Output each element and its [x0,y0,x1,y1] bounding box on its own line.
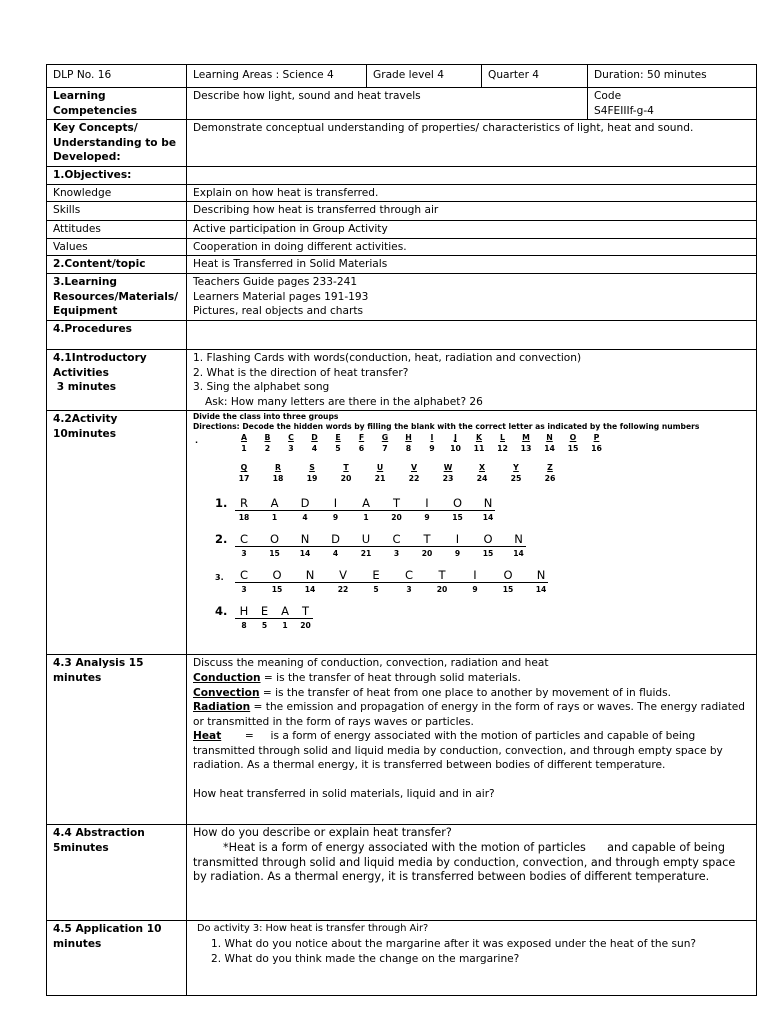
convection-term: Convection [193,686,260,699]
word-number: 14 [535,585,547,595]
key-number: 25 [510,474,522,484]
resource-item: Teachers Guide pages 233-241 [193,275,358,288]
grade-level: Grade level 4 [367,65,482,88]
word-letter: T [423,532,431,547]
conduction-term: Conduction [193,671,261,684]
dlp-number: DLP No. 16 [47,65,187,88]
introductory-row [47,349,757,410]
radiation-definition [193,700,751,729]
procedures-label: 4.Procedures [47,320,187,349]
key-number: 24 [476,474,488,484]
abstraction-answer: *Heat is a form of energy associated with the motion of particles and capable of being transmitted through solid and liquid media by conduction, convection, and through empty space by radiation. As a thermal energy, it is transferred between bodies of different temperature. [193,840,739,884]
radiation-term: Radiation [193,701,251,714]
key-number: 17 [238,474,250,484]
word-letter: D [300,496,310,511]
word-letter: A [281,604,289,619]
word-letter: C [239,568,249,583]
key-number: 18 [272,474,284,484]
key-letter: D [311,433,318,443]
abstraction-question: How do you describe or explain heat transfer? [193,826,452,840]
key-number: 22 [408,474,420,484]
key-letter: L [500,433,505,443]
word-number: 4 [302,513,308,523]
skills-row [47,202,757,221]
hidden-words [193,412,754,648]
word-number: 15 [271,585,283,595]
key-letter: U [376,463,384,473]
word-number: 22 [337,585,349,595]
word-letter: O [503,568,513,583]
application-row [47,921,757,996]
word-letter: E [260,604,269,619]
word-letter: N [536,568,546,583]
key-letter: N [546,433,553,443]
key-concepts-label: Key Concepts/ Understanding to be Developed: [47,120,187,167]
heat-definition [193,729,751,773]
word-number: 18 [238,513,250,523]
word-number: 5 [373,585,379,595]
skills-text: Describing how heat is transferred through air [187,202,757,221]
key-letter: S [309,463,315,473]
key-number: 2 [264,444,271,454]
values-label: Values [47,238,187,256]
word-letter: I [455,532,460,547]
word-number: 3 [241,549,247,559]
application-intro: Do activity 3: How heat is transfer through Air? [197,923,429,935]
radiation-def: = the emission and propagation of energy in the form of rays or waves. The energy radiated or transmitted in the form of rays waves or particles. [193,701,746,728]
analysis-question: How heat transferred in solid materials, liquid and in air? [193,788,495,801]
intro-item: Ask: How many letters are there in the alphabet? 26 [205,395,483,408]
word-number: 14 [513,549,524,559]
word-letter: N [514,532,523,547]
intro-item: 1. Flashing Cards with words(conduction, heat, radiation and convection) [193,351,582,364]
resources-label: 3.Learning Resources/Materials/ Equipment [47,273,187,320]
introductory-label: 4.1Introductory Activities [53,351,147,379]
knowledge-text: Explain on how heat is transferred. [187,184,757,202]
key-letter: J [454,433,457,443]
key-number: 5 [335,444,341,454]
activity-cell [187,411,757,655]
key-number: 21 [374,474,386,484]
key-number: 9 [429,444,435,454]
word-letter: C [239,532,249,547]
key-number: 16 [591,444,602,454]
content-row [47,256,757,274]
key-number: 20 [340,474,352,484]
application-label: 4.5 Application 10 minutes [47,921,187,996]
key-concepts-row [47,120,757,167]
key-letter: C [288,433,294,443]
competencies-text: Describe how light, sound and heat travels [187,88,588,120]
key-number: 13 [520,444,532,454]
word-number: 3 [393,549,400,559]
key-number: 4 [311,444,318,454]
word-underline [235,582,548,583]
duration: Duration: 50 minutes [588,65,757,88]
word-letter: N [483,496,493,511]
word-number: 1 [271,513,278,523]
key-number: 6 [358,444,365,454]
key-letter: E [335,433,341,443]
word-number: 20 [300,621,311,631]
word-number: 9 [454,549,461,559]
code-value: S4FEIIIf-g-4 [594,104,654,117]
resource-item: Pictures, real objects and charts [193,305,364,318]
values-row [47,238,757,256]
word-number: 4 [332,549,339,559]
lesson-plan-table [46,64,757,996]
key-letter: V [410,463,418,473]
word-letter: I [473,568,477,583]
word-number: 15 [482,549,494,559]
key-letter: T [343,463,349,473]
conduction-definition [193,671,751,686]
content-text: Heat is Transferred in Solid Materials [187,256,757,274]
word-letter: E [372,568,380,583]
word-label: 2. [215,532,228,547]
key-number: 14 [544,444,555,454]
conduction-def: = is the transfer of heat through solid materials. [260,671,521,684]
word-letter: I [333,496,338,511]
word-underline [235,510,495,511]
key-letter: G [381,433,389,443]
resource-item: Learners Material pages 191-193 [193,290,369,303]
heat-def: = is a form of energy associated with the motion of particles and capable of being transmitted through solid and liquid media by conduction, convection, and through empty space by radiation. As a thermal energy, it is transferred between bodies of different temperature. [193,730,727,772]
knowledge-row [47,184,757,202]
word-label: 4. [215,604,228,619]
activity-dot: . [195,436,199,446]
key-letter: Z [547,463,553,473]
word-number: 9 [424,513,430,523]
code-label: Code [594,90,622,102]
word-underline [235,546,526,547]
word-number: 14 [299,549,311,559]
word-number: 3 [241,585,247,595]
word-letter: V [339,568,347,583]
attitudes-label: Attitudes [47,221,187,239]
key-letter: M [522,433,530,443]
key-number: 7 [382,444,388,454]
key-number: 23 [442,474,454,484]
word-number: 15 [269,549,280,559]
word-number: 1 [363,513,369,523]
word-number: 15 [502,585,514,595]
analysis-label: 4.3 Analysis 15 minutes [47,655,187,825]
word-number: 3 [406,585,412,595]
word-number: 20 [421,549,433,559]
procedures-row [47,320,757,349]
key-letter: W [443,463,453,473]
word-label: 3. [215,573,224,583]
word-letter: T [438,568,446,583]
analysis-intro: Discuss the meaning of conduction, convection, radiation and heat [193,657,549,670]
key-number: 19 [306,474,318,484]
key-number: 1 [241,444,247,454]
attitudes-text: Active participation in Group Activity [187,221,757,239]
word-number: 9 [332,513,339,523]
code-cell [588,88,757,120]
objectives-label: 1.Objectives: [47,166,187,184]
convection-definition [193,686,751,701]
word-number: 1 [282,621,288,631]
key-letter: B [264,433,271,443]
word-letter: A [270,496,279,511]
word-number: 15 [452,513,463,523]
key-letter: K [475,433,483,443]
key-letter: I [430,433,434,443]
word-underline [235,618,313,619]
intro-item: 3. Sing the alphabet song [193,381,330,394]
word-number: 9 [472,585,478,595]
competencies-row [47,88,757,120]
word-letter: H [239,604,249,619]
analysis-text [187,655,757,825]
word-letter: U [361,532,371,547]
word-letter: R [240,496,248,511]
word-letter: O [269,532,280,547]
activity-label: 4.2Activity 10minutes [47,411,187,655]
application-text [187,921,757,996]
header-row [47,65,757,88]
heat-term: Heat [193,730,222,743]
key-concepts-text: Demonstrate conceptual understanding of properties/ characteristics of light, heat and sound. [187,120,757,167]
word-letter: T [301,604,310,619]
abstraction-row [47,825,757,921]
word-number: 5 [261,621,268,631]
application-question-2: 2. What do you think made the change on the margarine? [211,952,520,965]
key-number: 11 [473,444,485,454]
word-letter: O [483,532,493,547]
activity-area [193,412,754,648]
key-letter: A [240,433,248,443]
learning-areas: Learning Areas : Science 4 [187,65,367,88]
word-letter: A [362,496,370,511]
objectives-row [47,166,757,184]
objectives-empty [187,166,757,184]
introductory-time: 3 minutes [53,381,117,394]
attitudes-row [47,221,757,239]
word-letter: D [331,532,340,547]
word-number: 8 [241,621,247,631]
convection-def: = is the transfer of heat from one place to another by movement of in fluids. [259,686,672,699]
word-number: 14 [482,513,494,523]
resources-row [47,273,757,320]
procedures-empty [187,320,757,349]
introductory-text [187,349,757,410]
abstraction-text [187,825,757,921]
word-letter: N [300,532,310,547]
activity-instruction-2: Directions: Decode the hidden words by filling the blank with the correct letter as indicated by the following numbers [193,422,700,432]
key-letter: X [478,463,485,473]
key-letter: H [405,433,412,443]
word-letter: I [425,496,429,511]
introductory-label-cell [47,349,187,410]
content-label: 2.Content/topic [47,256,187,274]
word-letter: C [404,568,414,583]
values-text: Cooperation in doing different activities. [187,238,757,256]
application-question-1: 1. What do you notice about the margarine after it was exposed under the heat of the sun? [211,937,697,950]
abstraction-label: 4.4 Abstraction 5minutes [47,825,187,921]
key-letter: Q [240,463,248,473]
key-letter: P [593,433,600,443]
key-number: 8 [405,444,412,454]
word-letter: O [272,568,282,583]
key-number: 3 [288,444,294,454]
word-number: 20 [436,585,448,595]
word-letter: T [392,496,401,511]
word-label: 1. [215,496,228,511]
activity-row [47,411,757,655]
knowledge-label: Knowledge [47,184,187,202]
key-number: 12 [497,444,508,454]
intro-item: 2. What is the direction of heat transfer? [193,366,409,379]
word-letter: O [452,496,463,511]
competencies-label: Learning Competencies [47,88,187,120]
word-letter: N [305,568,315,583]
skills-label: Skills [47,202,187,221]
word-number: 14 [304,585,316,595]
quarter: Quarter 4 [482,65,588,88]
word-number: 21 [360,549,372,559]
key-letter: Y [513,463,519,473]
word-number: 20 [391,513,402,523]
key-number: 10 [450,444,461,454]
resources-text [187,273,757,320]
activity-instruction-1: Divide the class into three groups [193,412,339,422]
word-letter: C [392,532,401,547]
key-letter: R [274,463,281,473]
key-number: 26 [544,474,556,484]
key-letter: F [358,433,365,443]
key-number: 15 [567,444,579,454]
key-letter: O [569,433,577,443]
analysis-row [47,655,757,825]
